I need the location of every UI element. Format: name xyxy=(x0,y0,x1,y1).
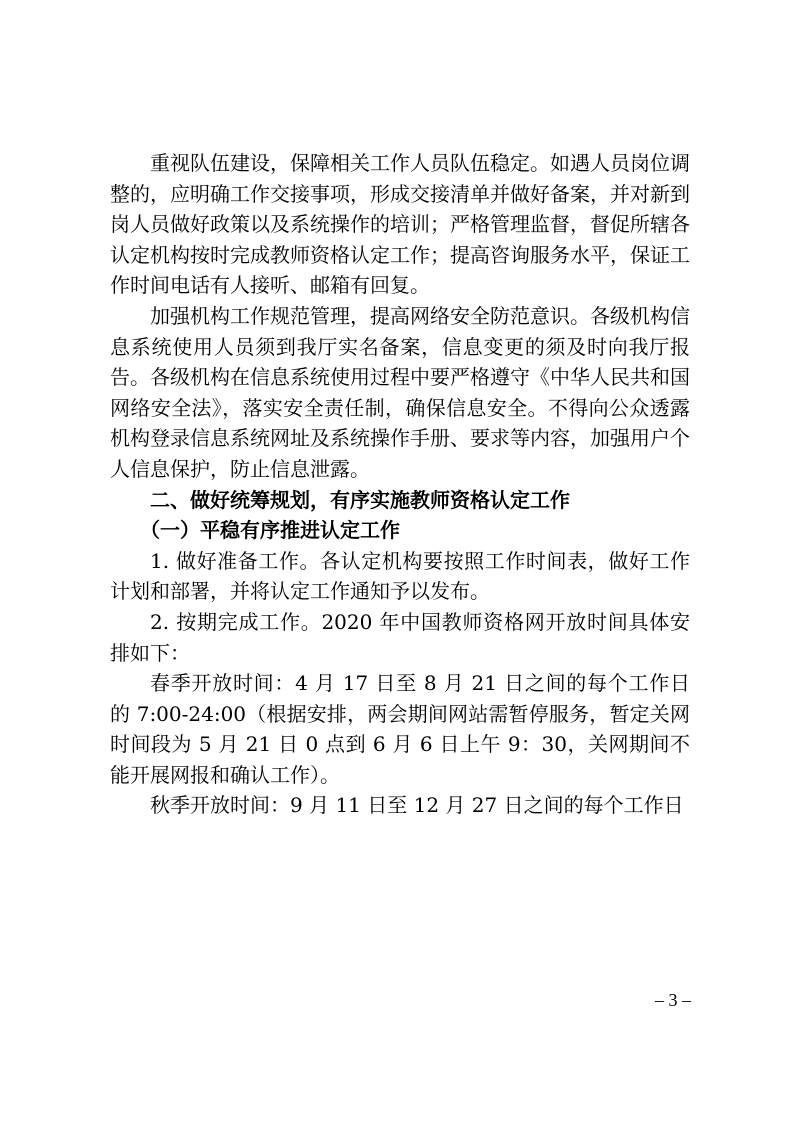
section-heading: 二、做好统筹规划，有序实施教师资格认定工作 xyxy=(150,487,570,512)
paragraph-spring-schedule: 春季开放时间：4 月 17 日至 8 月 21 日之间的每个工作日的 7:00-24:00（根据安排，两会期间网站需暂停服务，暂定关网时间段为 5 月 21 日 0 点到 6 月 6 日上午 9：30，关网期间不能开展网报和确认工作）。 xyxy=(110,671,690,787)
document-body xyxy=(110,148,690,821)
list-item-preparation: 1. 做好准备工作。各认定机构要按照工作时间表，做好工作计划和部署，并将认定工作通知予以发布。 xyxy=(110,548,690,604)
list-item-schedule: 2. 按期完成工作。2020 年中国教师资格网开放时间具体安排如下： xyxy=(110,609,690,665)
subsection-heading: （一）平稳有序推进认定工作 xyxy=(140,518,400,543)
page-number: – 3 – xyxy=(655,990,691,1010)
paragraph-network-security: 加强机构工作规范管理，提高网络安全防范意识。各级机构信息系统使用人员须到我厅实名备案，信息变更的须及时向我厅报告。各级机构在信息系统使用过程中要严格遵守《中华人民共和国网络安全法》，落实安全责任制，确保信息安全。不得向公众透露机构登录信息系统网址及系统操作手册、要求等内容，加强用户个人信息保护，防止信息泄露。 xyxy=(110,303,690,481)
paragraph-autumn-schedule: 秋季开放时间：9 月 11 日至 12 月 27 日之间的每个工作日 xyxy=(150,793,684,818)
paragraph-team-building: 重视队伍建设，保障相关工作人员队伍稳定。如遇人员岗位调整的，应明确工作交接事项，形成交接清单并做好备案，并对新到岗人员做好政策以及系统操作的培训；严格管理监督，督促所辖各认定机构按时完成教师资格认定工作；提高咨询服务水平，保证工作时间电话有人接听、邮箱有回复。 xyxy=(110,151,690,298)
